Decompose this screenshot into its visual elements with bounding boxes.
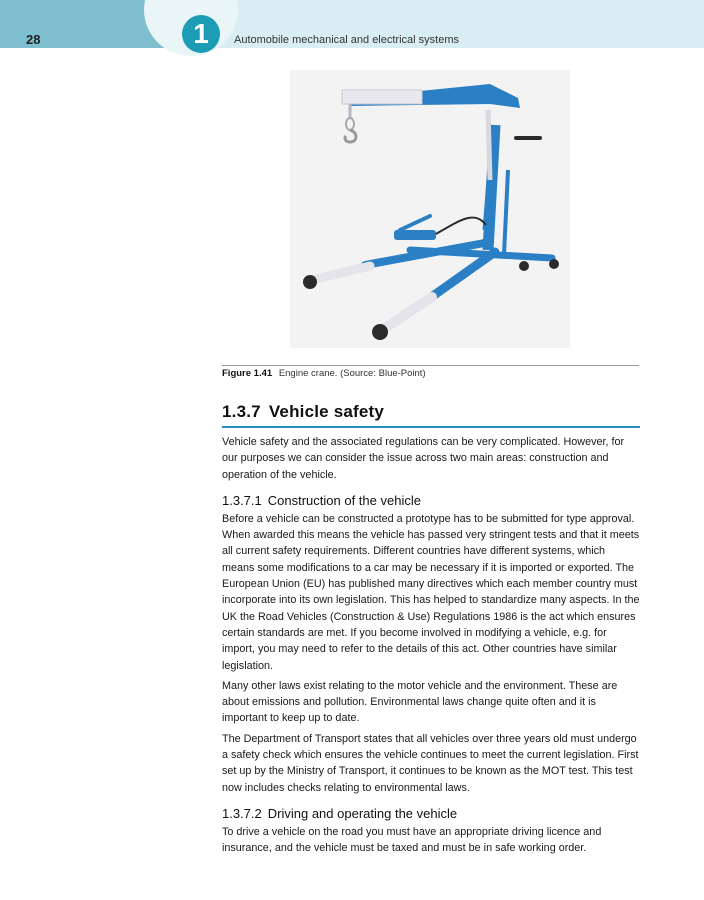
chapter-badge: 1 — [182, 15, 220, 53]
crane-right-leg — [430, 252, 495, 298]
figure-rule — [222, 365, 639, 366]
subsection-number: 1.3.7.1 — [222, 492, 262, 508]
crane-pump-lever — [400, 216, 430, 230]
subsection-title: Construction of the vehicle — [267, 492, 421, 508]
main-content — [222, 402, 640, 861]
section-number: 1.3.7 — [222, 402, 261, 421]
crane-ram-cylinder — [486, 180, 490, 230]
subsection-heading — [222, 806, 640, 821]
subsection-heading — [222, 493, 640, 508]
section-intro: Vehicle safety and the associated regulations can be very complicated. However, for our purposes we can consider the issue across two main areas: construction and operation of the vehicle. — [222, 436, 625, 481]
running-title: Automobile mechanical and electrical systems — [234, 34, 459, 46]
crane-mast-strut — [504, 170, 508, 255]
crane-hook-icon — [345, 130, 356, 142]
section-title: Vehicle safety — [268, 402, 385, 421]
paragraph: The Department of Transport states that all vehicles over three years old must undergo a safety check which ensures the vehicle continues to meet the current legislation. First set up by the Ministry of Transport, it continues to be known as the MOT test. This test now includes checks relating to environmental laws. — [222, 732, 639, 794]
section-heading — [222, 402, 640, 428]
crane-boom-extension — [342, 90, 422, 104]
page-number: 28 — [26, 32, 41, 47]
crane-wheel — [549, 259, 559, 269]
crane-left-leg-extension — [312, 266, 370, 280]
crane-chain-link — [346, 118, 354, 130]
figure-label: Figure 1.41 — [222, 368, 273, 379]
crane-hydraulic-hose — [436, 218, 486, 234]
crane-wheel — [303, 275, 317, 289]
crane-wheel — [519, 261, 529, 271]
paragraph: Before a vehicle can be constructed a prototype has to be submitted for type approval. When awarded this means the vehicle has passed very stringent tests and that it meets all current safety requirements. Different countries have different systems, which means some modifications to a car may be necessary if it is imported or exported. The European Union (EU) has published many directives which each member country must incorporate into its own legislation. This has helped to standardize many aspects. In the UK the Road Vehicles (Construction & Use) Regulations 1986 is the act which ensures certain standards are met. If you become involved in modifying a vehicle, e.g. for import, you may need to refer to the details of this act. Other countries have similar legislation. — [222, 512, 640, 672]
figure-caption — [222, 368, 426, 379]
engine-crane-figure — [290, 70, 570, 348]
figure-caption-text: Engine crane. (Source: Blue-Point) — [278, 368, 426, 379]
engine-crane-illustration — [290, 70, 570, 348]
crane-right-leg-extension — [382, 297, 432, 330]
paragraph: To drive a vehicle on the road you must have an appropriate driving licence and insurance, and the vehicle must be taxed and must be in safe working order. — [222, 825, 602, 855]
subsection-title: Driving and operating the vehicle — [267, 805, 458, 821]
crane-wheel — [372, 324, 388, 340]
crane-ram-piston — [488, 110, 490, 180]
paragraph: Many other laws exist relating to the motor vehicle and the environment. These are about emissions and pollution. Environmental laws change quite often and it is important to keep up to date. — [222, 679, 618, 725]
subsection-number: 1.3.7.2 — [222, 805, 262, 821]
